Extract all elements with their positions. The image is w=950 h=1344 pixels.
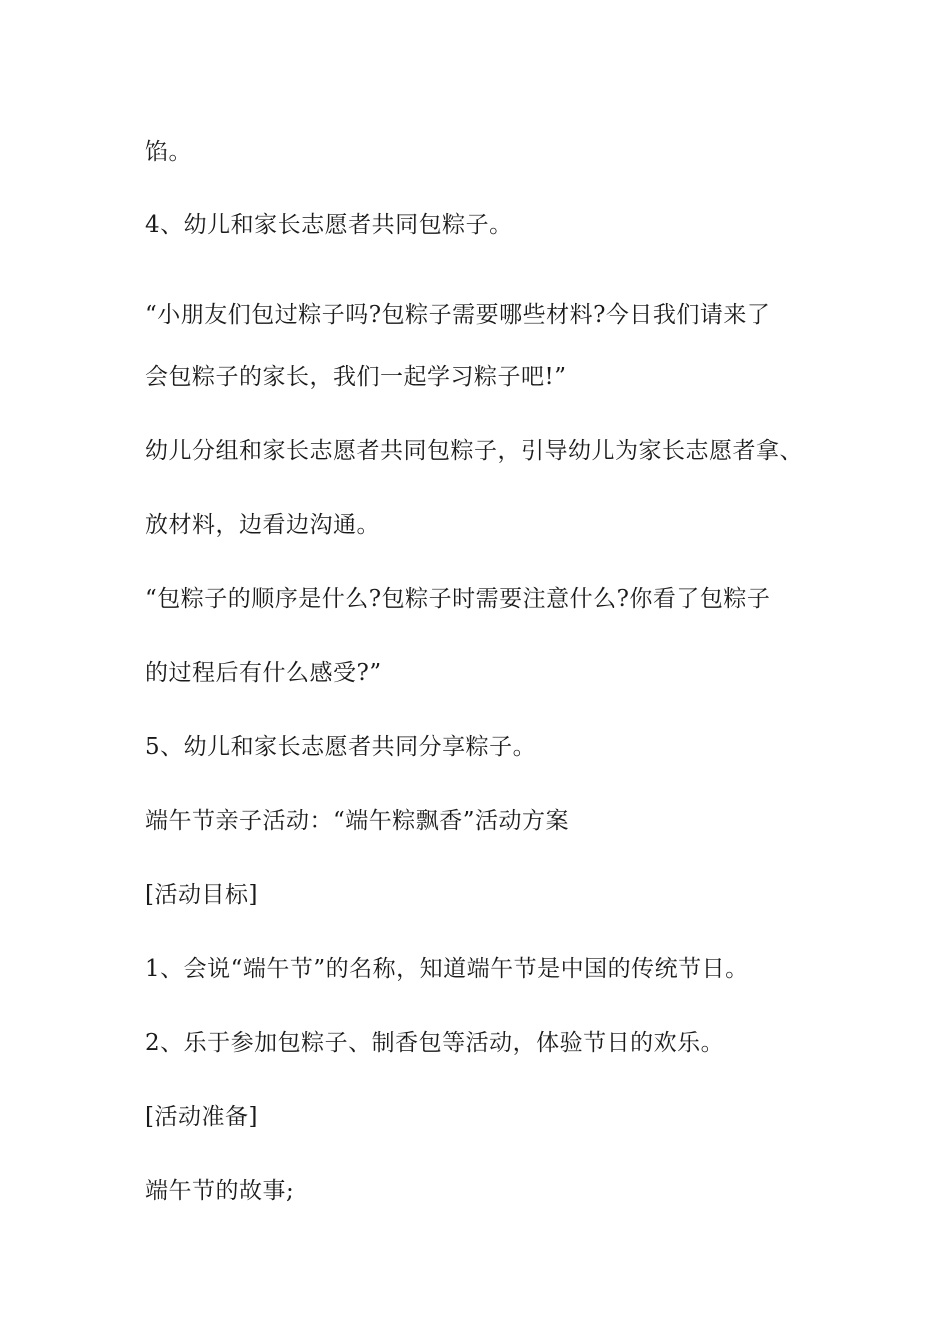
text-line: “小朋友们包过粽子吗?包粽子需要哪些材料?今日我们请来了 (145, 302, 771, 328)
text-line: 5、幼儿和家长志愿者共同分享粽子。 (145, 734, 537, 760)
text-line: 馅。 (145, 139, 192, 165)
text-line: 端午节的故事; (145, 1178, 295, 1204)
section-heading: [活动目标] (145, 882, 258, 908)
text-line: 的过程后有什么感受?” (145, 660, 382, 686)
text-line: 端午节亲子活动：“端午粽飘香”活动方案 (145, 808, 570, 834)
text-line: 2、乐于参加包粽子、制香包等活动，体验节日的欢乐。 (145, 1030, 725, 1056)
text-line: 幼儿分组和家长志愿者共同包粽子，引导幼儿为家长志愿者拿、 (145, 438, 803, 464)
text-line: 会包粽子的家长，我们一起学习粽子吧!” (145, 364, 567, 390)
section-heading: [活动准备] (145, 1104, 258, 1130)
text-line: 4、幼儿和家长志愿者共同包粽子。 (145, 212, 513, 238)
text-line: 1、会说“端午节”的名称，知道端午节是中国的传统节日。 (145, 956, 749, 982)
text-line: 放材料，边看边沟通。 (145, 512, 380, 538)
text-line: “包粽子的顺序是什么?包粽子时需要注意什么?你看了包粽子 (145, 586, 771, 612)
